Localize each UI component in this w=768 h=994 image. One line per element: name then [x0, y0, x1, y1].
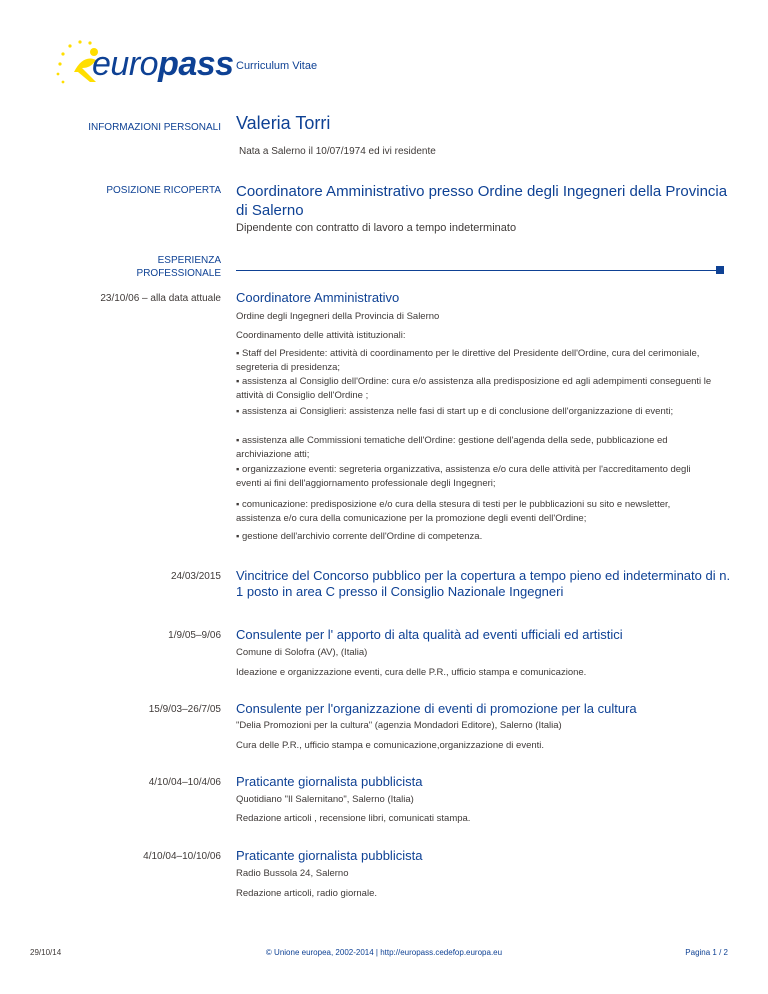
footer-copyright-link[interactable]: © Unione europea, 2002-2014 | http://europass.cedefop.europa.eu — [265, 948, 503, 957]
job-bullet: ▪ Staff del Presidente: attività di coordinamento per le direttive del Presidente dell'Ordine, cura del cerimoniale, segreteria di presidenza; — [236, 348, 700, 373]
section-label-personal: INFORMAZIONI PERSONALI — [88, 122, 221, 133]
job-title: Praticante giornalista pubblicista — [236, 848, 423, 863]
job-bullet: ▪ comunicazione: predisposizione e/o cura della stesura di testi per le pubblicazioni su sito e newsletter, assistenza e/o cura della comunicazione per la promozione degli eventi dell'Ordine; — [236, 499, 671, 524]
logo-text-euro: euro — [92, 45, 159, 83]
logo-text-pass: pass — [158, 45, 234, 83]
section-label-experience-line2: PROFESSIONALE — [136, 268, 221, 279]
job-title: Praticante giornalista pubblicista — [236, 774, 423, 789]
job-bullet: ▪ gestione dell'archivio corrente dell'Ordine di competenza. — [236, 531, 483, 542]
job-desc: Redazione articoli, radio giornale. — [236, 888, 377, 899]
job-employer: Radio Bussola 24, Salerno — [236, 868, 349, 879]
job-employer: Ordine degli Ingegneri della Provincia di Salerno — [236, 311, 440, 322]
section-divider-marker — [716, 266, 724, 274]
job-employer: Quotidiano "Il Salernitano", Salerno (Italia) — [236, 794, 414, 805]
job-bullet: ▪ organizzazione eventi: segreteria organizzativa, assistenza e/o cura delle attività per l'accreditamento degli eventi ai fini dell'aggiornamento professionale degli Ingegneri; — [236, 464, 691, 489]
job-title: Consulente per l' apporto di alta qualità ad eventi ufficiali ed artistici — [236, 627, 623, 642]
position-title: Coordinatore Amministrativo presso Ordine degli Ingegneri della Provincia di Salerno — [236, 183, 728, 219]
job-intro: Coordinamento delle attività istituzionali: — [236, 330, 406, 341]
logo-wordmark — [92, 45, 234, 84]
job-desc: Ideazione e organizzazione eventi, cura delle P.R., ufficio stampa e comunicazione. — [236, 667, 587, 678]
job-date: 24/03/2015 — [170, 571, 221, 582]
person-name: Valeria Torri — [236, 113, 331, 133]
section-label-experience — [137, 254, 221, 280]
job-bullet: ▪ assistenza ai Consiglieri: assistenza nelle fasi di start up e di conclusione dell'organizzazione di eventi; — [236, 406, 674, 417]
section-divider — [236, 270, 716, 271]
position-subtitle: Dipendente con contratto di lavoro a tempo indeterminato — [236, 222, 517, 234]
job-desc: Cura delle P.R., ufficio stampa e comunicazione,organizzazione di eventi. — [236, 740, 545, 751]
job-date: 15/9/03–26/7/05 — [148, 704, 221, 715]
person-bio: Nata a Salerno il 10/07/1974 ed ivi residente — [239, 146, 436, 157]
job-bullet: ▪ assistenza alle Commissioni tematiche dell'Ordine: gestione dell'agenda della sede, pubblicazione ed archiviazione atti; — [236, 435, 668, 460]
job-title: Coordinatore Amministrativo — [236, 290, 400, 305]
job-title: Vincitrice del Concorso pubblico per la copertura a tempo pieno ed indeterminato di n. 1 posto in area C presso il Consiglio Nazionale Ingegneri — [236, 568, 731, 599]
section-label-experience-line1: ESPERIENZA — [157, 255, 221, 266]
document-title: Curriculum Vitae — [236, 60, 318, 72]
job-employer: "Delia Promozioni per la cultura" (agenzia Mondadori Editore), Salerno (Italia) — [236, 720, 562, 731]
footer-date: 29/10/14 — [30, 948, 62, 957]
job-title: Consulente per l'organizzazione di eventi di promozione per la cultura — [236, 701, 637, 716]
job-date: 1/9/05–9/06 — [168, 630, 221, 641]
job-bullet: ▪ assistenza al Consiglio dell'Ordine: cura e/o assistenza alla predisposizione ed agli adempimenti conseguenti le attività di Consiglio dell'Ordine ; — [236, 376, 712, 401]
job-date: 4/10/04–10/10/06 — [143, 851, 221, 862]
job-employer: Comune di Solofra (AV), (Italia) — [236, 647, 368, 658]
job-date: 4/10/04–10/4/06 — [148, 777, 221, 788]
section-label-position: POSIZIONE RICOPERTA — [106, 185, 221, 196]
job-date: 23/10/06 – alla data attuale — [100, 293, 221, 304]
footer-page-number: Pagina 1 / 2 — [685, 948, 728, 957]
job-desc: Redazione articoli , recensione libri, comunicati stampa. — [236, 813, 471, 824]
